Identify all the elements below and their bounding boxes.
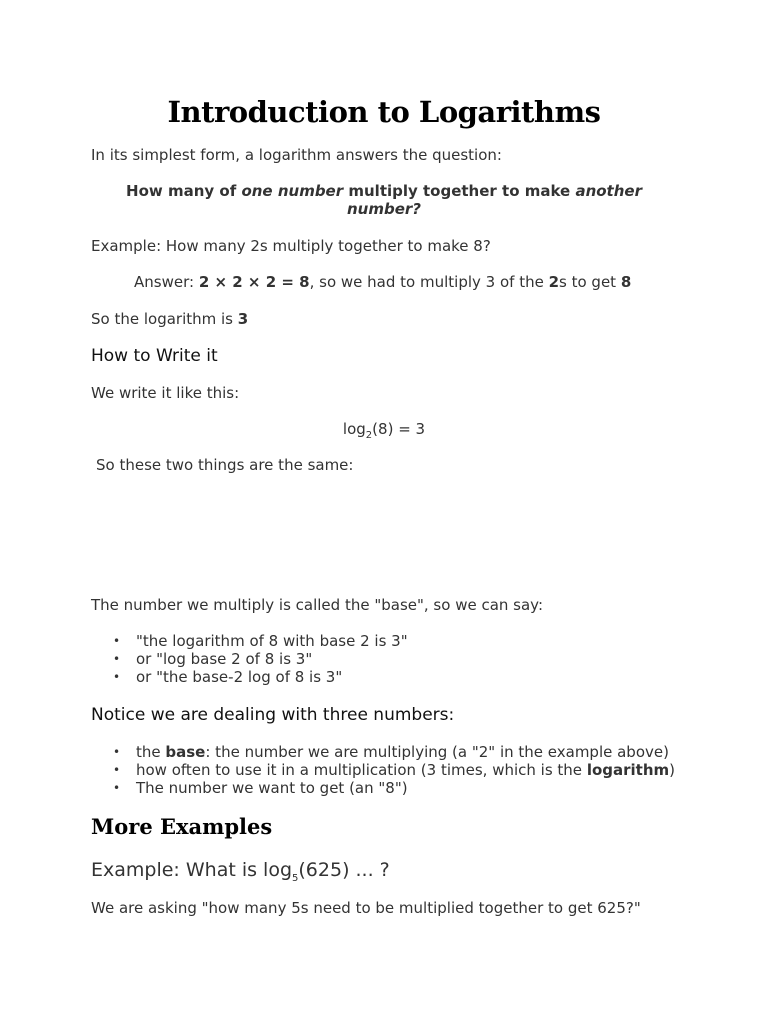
- example-question: Example: How many 2s multiply together to make 8?: [91, 237, 491, 255]
- example2-pre: Example: What is log: [91, 859, 293, 881]
- example2-base: 5: [292, 872, 299, 884]
- logarithm-result-label: So the logarithm is: [91, 310, 238, 328]
- item1-pre: the: [136, 743, 166, 761]
- list-item: [91, 761, 675, 779]
- write-like-text: We write it like this:: [91, 384, 240, 402]
- log-expression-base: 2: [365, 430, 373, 441]
- logarithm-result: [91, 310, 248, 328]
- answer-eight: 8: [620, 273, 632, 291]
- list-item: [91, 743, 675, 761]
- answer-two: 2: [548, 273, 560, 291]
- example-log-625: [91, 861, 390, 888]
- asking-text: We are asking "how many 5s need to be multiplied together to get 625?": [91, 899, 641, 917]
- answer-label: Answer:: [134, 273, 199, 291]
- log-expression-post: (8) = 3: [372, 420, 426, 438]
- list-item: • The number we want to get (an "8"): [91, 779, 675, 797]
- log-expression-pre: log: [342, 420, 366, 438]
- intro-text: In its simplest form, a logarithm answers the question:: [91, 146, 502, 164]
- answer-equation: 2 × 2 × 2 = 8: [198, 273, 310, 291]
- question-part-3: multiply together to make: [343, 182, 576, 200]
- logarithm-result-value: 3: [237, 310, 249, 328]
- item2-bold: logarithm: [586, 761, 670, 779]
- section-heading-notice: Notice we are dealing with three numbers:: [91, 705, 455, 725]
- list-item: • or "log base 2 of 8 is 3": [91, 650, 408, 668]
- item1-bold: base: [165, 743, 206, 761]
- answer-text: [134, 273, 631, 291]
- base-intro-text: The number we multiply is called the "base", so we can say:: [91, 596, 544, 614]
- item1-post: : the number we are multiplying (a "2" in the example above): [205, 743, 669, 761]
- question-part-2: one number: [241, 182, 344, 200]
- page-title: Introduction to Logarithms: [167, 95, 601, 129]
- answer-end: s to get: [559, 273, 621, 291]
- section-heading-how-to-write: How to Write it: [91, 346, 218, 366]
- three-numbers-list: [91, 743, 675, 797]
- same-text: So these two things are the same:: [96, 456, 354, 474]
- log-expression: [91, 420, 677, 445]
- answer-middle: , so we had to multiply 3 of the: [309, 273, 549, 291]
- base-list: [91, 632, 408, 686]
- item2-pre: how often to use it in a multiplication (3 times, which is the: [136, 761, 587, 779]
- question-part-4: another number?: [347, 182, 642, 218]
- section-heading-more-examples: More Examples: [91, 814, 273, 839]
- item2-post: ): [669, 761, 675, 779]
- question-text: [91, 182, 677, 218]
- question-part-1: How many of: [126, 182, 242, 200]
- list-item: • "the logarithm of 8 with base 2 is 3": [91, 632, 408, 650]
- list-item: • or "the base-2 log of 8 is 3": [91, 668, 408, 686]
- example2-post: (625) ... ?: [298, 859, 390, 881]
